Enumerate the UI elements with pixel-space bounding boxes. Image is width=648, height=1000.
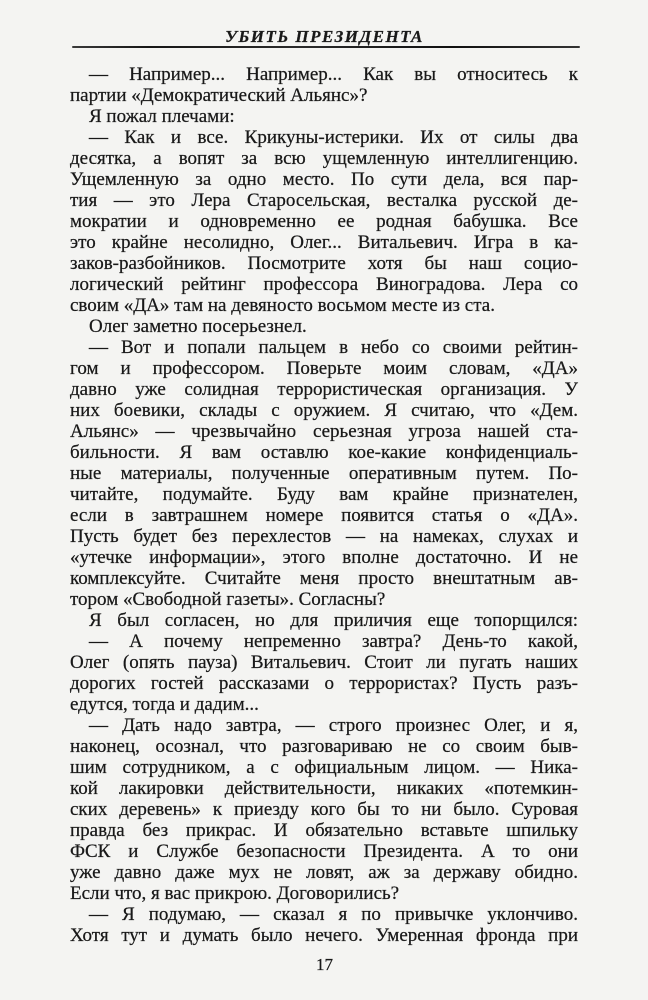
text-line: «утечке информации», этого вполне достаточно. И не [70,547,578,568]
text-line: Ущемленную за одно место. По сути дела, вся пар- [70,169,578,190]
text-line: правда без прикрас. И обязательно вставьте шпильку [70,820,578,841]
text-line: читайте, подумайте. Буду вам крайне признателен, [70,484,578,505]
text-line: наконец, осознал, что разговариваю не со своим быв- [70,736,578,757]
text-line: дорогих гостей рассказами о террористах? Пусть разъ- [70,673,578,694]
text-line: Олег (опять пауза) Витальевич. Стоит ли пугать наших [70,652,578,673]
text-line: заков-разбойников. Посмотрите хотя бы наш социо- [70,253,578,274]
text-line: ные материалы, полученные оперативным путем. По- [70,463,578,484]
text-line: — Как и все. Крикуны-истерики. Их от силы два [89,127,578,148]
text-line: гом и профессором. Поверьте моим словам, «ДА» [70,358,578,379]
text-line: кой лакировки действительности, никаких «потемкин- [70,778,578,799]
text-line: бильности. Я вам оставлю кое-какие конфиденциаль- [70,442,578,463]
text-line: — А почему непременно завтра? День-то какой, [89,631,578,652]
text-line: Альянс» — чрезвычайно серьезная угроза нашей ста- [70,421,578,442]
text-line: ФСК и Службе безопасности Президента. А то они [70,841,578,862]
page-number: 17 [316,955,333,974]
text-line: Я пожал плечами: [89,106,235,127]
text-line: десятка, а вопят за всю ущемленную интеллигенцию. [70,148,578,169]
text-line: шим сотрудником, а с официальным лицом. — Ника- [70,757,578,778]
running-title: УБИТЬ ПРЕЗИДЕНТА [225,27,424,46]
header-rule [72,46,580,48]
text-line: это крайне несолидно, Олег... Витальевич. Игра в ка- [70,232,578,253]
text-line: комплексуйте. Считайте меня просто внештатным ав- [70,568,578,589]
text-line: Я был согласен, но для приличия еще топорщился: [89,610,578,631]
text-line: давно уже солидная террористическая организация. У [70,379,578,400]
text-line: ских деревень» к приезду кого бы то ни было. Суровая [70,799,578,820]
text-line: едутся, тогда и дадим... [70,694,259,715]
text-line: мократии и одновременно ее родная бабушка. Все [70,211,578,232]
text-line: Если что, я вас прикрою. Договорились? [70,883,400,904]
text-line: Хотя тут и думать было нечего. Умеренная фронда при [70,925,578,946]
text-line: если в завтрашнем номере появится статья о «ДА». [70,505,578,526]
text-line: тором «Свободной газеты». Согласны? [70,589,386,610]
text-line: Олег заметно посерьезнел. [89,316,307,337]
text-line: своим «ДА» там на девяносто восьмом месте из ста. [70,295,495,316]
text-line: — Я подумаю, — сказал я по привычке уклончиво. [89,904,578,925]
text-line: Пусть будет без перехлестов — на намеках, слухах и [70,526,578,547]
body-text [70,64,578,946]
text-line: логический рейтинг профессора Виноградова. Лера со [70,274,578,295]
text-line: — Вот и попали пальцем в небо со своими рейтин- [89,337,578,358]
text-line: партии «Демократический Альянс»? [70,85,368,106]
text-line: тия — это Лера Старосельская, весталка русской де- [70,190,578,211]
text-line: уже давно даже мух не ловят, аж за державу обидно. [70,862,578,883]
text-line: — Например... Например... Как вы относитесь к [89,64,578,85]
text-line: — Дать надо завтра, — строго произнес Олег, и я, [89,715,578,736]
text-line: них боевики, склады с оружием. Я считаю, что «Дем. [70,400,578,421]
